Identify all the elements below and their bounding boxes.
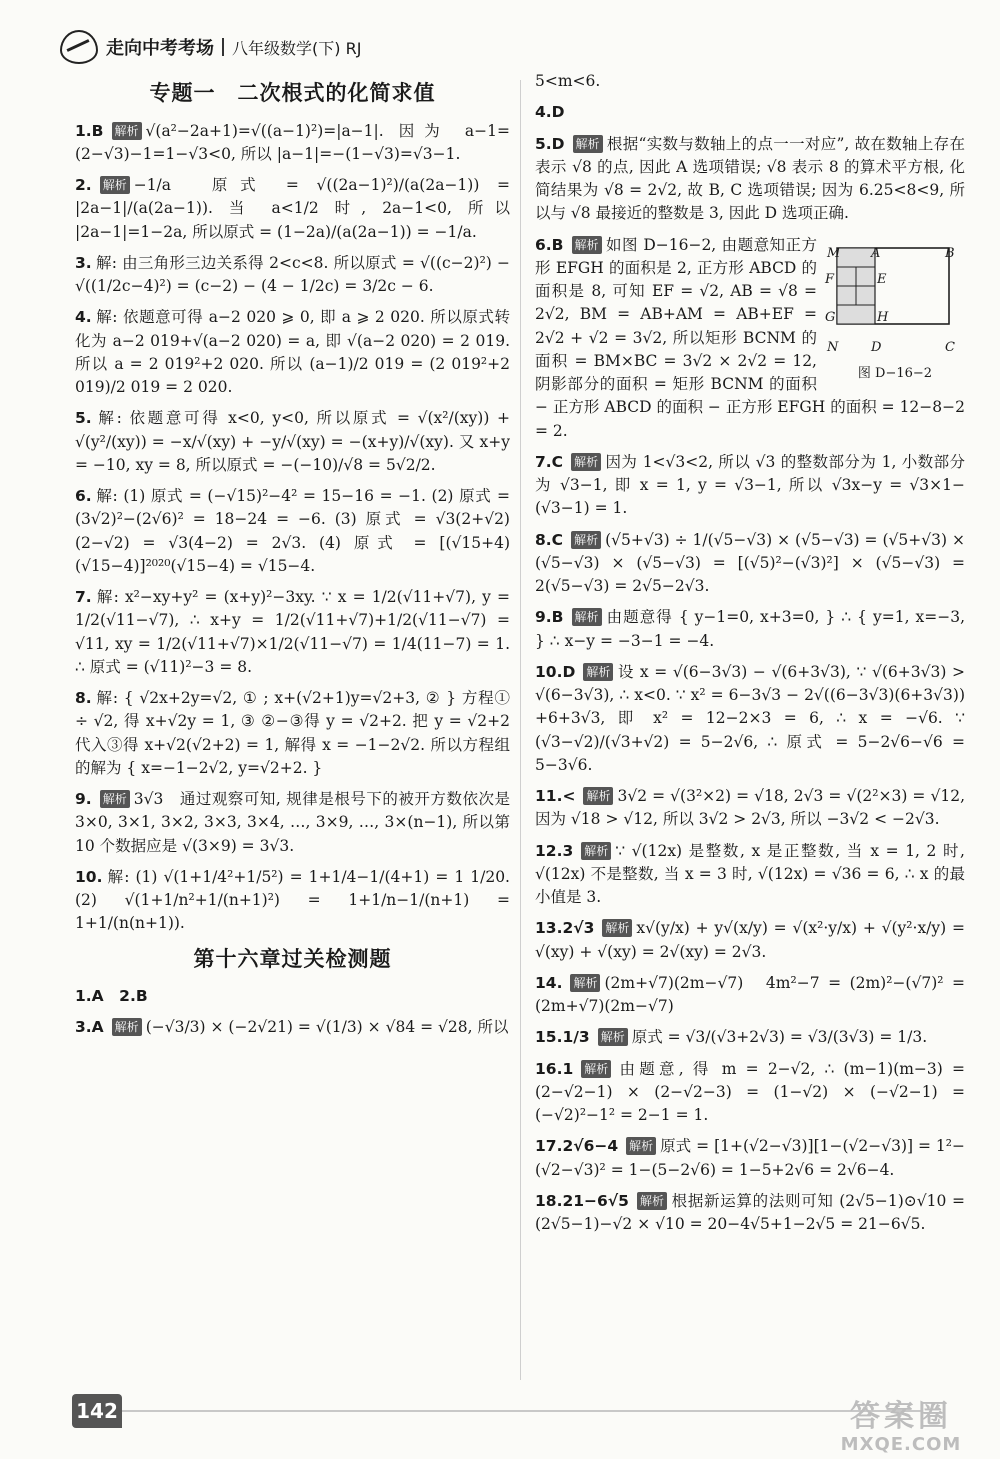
answer-text: √(a²−2a+1)=√((a−1)²)=|a−1|. 因为 a−1=(2−√3)−1=1−√3<0, 所以 |a−1|=−(1−√3)=√3−1. bbox=[75, 121, 510, 163]
figure-label: G bbox=[825, 309, 836, 325]
figure-label: D bbox=[871, 339, 882, 355]
analysis-tag: 解析 bbox=[572, 608, 602, 626]
question-number: 9.B bbox=[535, 608, 564, 627]
answer-item bbox=[535, 101, 965, 124]
answer-item bbox=[535, 840, 965, 910]
analysis-tag: 解析 bbox=[583, 787, 613, 805]
analysis-tag: 解析 bbox=[581, 842, 611, 860]
question-number: 7.C bbox=[535, 452, 564, 471]
answer-item bbox=[535, 785, 965, 832]
figure-label: H bbox=[877, 309, 889, 325]
analysis-tag: 解析 bbox=[581, 1060, 611, 1078]
answer-item bbox=[535, 606, 965, 653]
analysis-tag: 解析 bbox=[572, 236, 602, 254]
question-number: 9. bbox=[75, 790, 92, 808]
answer-text: 解: (1) √(1+1/4²+1/5²) = 1+1/4−1/(4+1) = 1 1/20. (2) √(1+1/n²+1/(n+1)²) = 1+1/n−1/(n+1) = 1+1/(n(n+1)). bbox=[75, 867, 510, 933]
column-divider bbox=[520, 80, 521, 1380]
figure-label: C bbox=[945, 339, 955, 355]
question-number: 10. bbox=[75, 867, 103, 886]
question-number: 3. bbox=[75, 253, 92, 272]
question-number: 17.2√6−4 bbox=[535, 1137, 619, 1156]
answer-text: 解: { √2x+2y=√2, ① ; x+(√2+1)y=√2+3, ② } 方程① ÷ √2, 得 x+√2y = 1, ③ ②−③得 y = √2+2. 把 y = √2+2 代入③得 x+√2(√2+2) = 1, 解得 x = −1−2√2. 所以方程组的解为 { x=−1−2√2, y=√2+2. } bbox=[75, 689, 510, 777]
answer-text: ∵ √(12x) 是整数, x 是正整数, 当 x = 1, 2 时, √(12x) 不是整数, 当 x = 3 时, √(12x) = √36 = 6, ∴ x 的最小值是 3. bbox=[535, 841, 965, 906]
answer-item bbox=[75, 252, 510, 299]
answer-text: 3√3 通过观察可知, 规律是根号下的被开方数依次是 3×0, 3×1, 3×2, 3×3, 3×4, …, 3×9, …, 3×(n−1), 所以第 10 个数据应是 √(3×9) = 3√3. bbox=[75, 790, 510, 855]
figure-label: F bbox=[825, 271, 835, 287]
footer-rule bbox=[122, 1410, 922, 1412]
answer-item bbox=[75, 788, 510, 858]
answer-item bbox=[535, 1135, 965, 1182]
figure-label: E bbox=[877, 271, 887, 287]
section-title: 专题一 二次根式的化简求值 bbox=[149, 81, 436, 105]
question-number: 4. bbox=[75, 308, 92, 327]
left-answer-list bbox=[75, 120, 510, 936]
watermark-bottom: MXQE.COM bbox=[840, 1434, 962, 1455]
brand-name: 走向中考考场 bbox=[106, 38, 214, 59]
analysis-tag: 解析 bbox=[626, 1137, 656, 1155]
question-number: 8. bbox=[75, 689, 92, 707]
book-title: 八年级数学(下) RJ bbox=[232, 38, 362, 58]
answer-text: (√5+√3) ÷ 1/(√5−√3) × (√5−√3) = (√5+√3) × (√5−√3) × (√5−√3) = [(√5)²−(√3)²] × (√5−√3) = 2(√5−√3) = 2√5−2√3. bbox=[535, 530, 965, 595]
answer-item bbox=[535, 917, 965, 964]
brand-logo-icon bbox=[60, 30, 98, 64]
question-number: 1.A 2.B bbox=[75, 987, 148, 1005]
right-column bbox=[535, 70, 965, 1244]
answer-item bbox=[535, 451, 965, 521]
answer-text: 解: 依题意可得 a−2 020 ⩾ 0, 即 a ⩾ 2 020. 所以原式转化为 a−2 019+√(a−2 020) = a, 即 √(a−2 020) = 2 019. 所以 a = 2 019²+2 020. 所以 (a−1)/2 019 = (2 019²+2 019)/2 019 = 2 020. bbox=[75, 308, 510, 396]
question-number: 5. bbox=[75, 409, 92, 428]
square-diagram bbox=[825, 234, 965, 364]
chapter-answer-list bbox=[75, 985, 510, 1040]
question-number: 18.21−6√5 bbox=[535, 1191, 629, 1210]
answer-text: 因为 1<√3<2, 所以 √3 的整数部分为 1, 小数部分为 √3−1, 即 x = 1, y = √3−1, 所以 √3x−y = √3×1−(√3−1) = 1. bbox=[535, 452, 965, 518]
answer-item bbox=[75, 407, 510, 477]
watermark-top: 答案圈 bbox=[850, 1399, 952, 1434]
analysis-tag: 解析 bbox=[637, 1192, 667, 1210]
question-number: 1.B bbox=[75, 121, 104, 140]
question-number: 2. bbox=[75, 176, 92, 194]
geometry-figure bbox=[825, 234, 965, 384]
answer-text: x√(y/x) + y√(x/y) = √(x²·y/x) + √(y²·x/y) = √(xy) + √(xy) = 2√(xy) = 2√3. bbox=[535, 919, 965, 961]
answer-item bbox=[535, 234, 965, 443]
answer-text: 解: 依题意可得 x<0, y<0, 所以原式 = √(x²/(xy)) + √(y²/(xy)) = −x/√(xy) + −y/√(xy) = −(x+y)/√(xy). 又 x+y = −10, xy = 8, 所以原式 = −(−10)/√8 = 5√2/2. bbox=[75, 409, 510, 474]
answer-text: 5<m<6. bbox=[535, 72, 601, 90]
question-number: 11.< bbox=[535, 787, 576, 805]
analysis-tag: 解析 bbox=[100, 790, 130, 808]
question-number: 6.B bbox=[535, 235, 564, 254]
question-number: 7. bbox=[75, 588, 92, 606]
answer-item bbox=[75, 586, 510, 679]
answer-item bbox=[535, 529, 965, 599]
answer-item bbox=[75, 1016, 510, 1039]
answer-item bbox=[535, 661, 965, 777]
answer-text: 解: x²−xy+y² = (x+y)²−3xy. ∵ x = 1/2(√11+√7), y = 1/2(√11−√7), ∴ x+y = 1/2(√11+√7)+1/2(√11−√7) = √11, xy = 1/2(√11+√7)×1/2(√11−√7) = 1/4(11−7) = 1. ∴ 原式 = (√11)²−3 = 8. bbox=[75, 588, 510, 676]
answer-item bbox=[75, 687, 510, 780]
answer-item bbox=[75, 866, 510, 936]
question-number: 16.1 bbox=[535, 1059, 574, 1078]
answer-item bbox=[535, 1058, 965, 1128]
answer-item bbox=[535, 70, 965, 93]
answer-text: 由题意, 得 m = 2−√2, ∴ (m−1)(m−3) = (2−√2−1) × (2−√2−3) = (1−√2) × (−√2−1) = (−√2)²−1² = 2−1 = 1. bbox=[535, 1059, 965, 1124]
answer-text: 由题意得 { y−1=0, x+3=0, } ∴ { y=1, x=−3, } ∴ x−y = −3−1 = −4. bbox=[535, 608, 965, 650]
question-number: 13.2√3 bbox=[535, 919, 595, 938]
answer-text: 解: (1) 原式 = (−√15)²−4² = 15−16 = −1. (2) 原式 = (3√2)²−(2√6)² = 18−24 = −6. (3) 原式 = √3(2+√2)(2−√2) = √3(4−2) = 2√3. (4) 原式 = [(√15+4)(√15−4)]²⁰²⁰(√15−4) = √15−4. bbox=[75, 487, 510, 575]
watermark bbox=[806, 1400, 996, 1456]
answer-text: 根据新运算的法则可知 (2√5−1)⊙√10 = (2√5−1)−√2 × √10 = 20−4√5+1−2√5 = 21−6√5. bbox=[535, 1191, 965, 1233]
header-separator bbox=[222, 38, 224, 56]
answer-text: (−√3/3) × (−2√21) = √(1/3) × √84 = √28, 所以 bbox=[145, 1018, 509, 1037]
right-answer-list bbox=[535, 70, 965, 1236]
question-number: 6. bbox=[75, 487, 92, 505]
question-number: 14. bbox=[535, 973, 563, 992]
figure-label: B bbox=[945, 245, 955, 261]
analysis-tag: 解析 bbox=[573, 135, 603, 153]
question-number: 12.3 bbox=[535, 841, 574, 860]
answer-text: (2m+√7)(2m−√7) 4m²−7 = (2m)²−(√7)² = (2m+√7)(2m−√7) bbox=[535, 973, 965, 1015]
analysis-tag: 解析 bbox=[598, 1028, 628, 1046]
answer-item bbox=[75, 306, 510, 399]
answer-text: −1/a 原式 = √((2a−1)²)/(a(2a−1)) = |2a−1|/(a(2a−1)). 当 a<1/2 时, 2a−1<0, 所以 |2a−1|=1−2a, 所以原式 = (1−2a)/(a(2a−1)) = −1/a. bbox=[75, 176, 510, 241]
analysis-tag: 解析 bbox=[112, 1018, 142, 1036]
answer-item bbox=[75, 120, 510, 167]
answer-text: 3√2 = √(3²×2) = √18, 2√3 = √(2²×3) = √12, 因为 √18 > √12, 所以 3√2 > 2√3, 所以 −3√2 < −2√3. bbox=[535, 787, 965, 829]
analysis-tag: 解析 bbox=[571, 453, 601, 471]
answer-text: 原式 = [1+(√2−√3)][1−(√2−√3)] = 1²−(√2−√3)² = 1−(5−2√6) = 1−5+2√6 = 2√6−4. bbox=[535, 1137, 965, 1179]
page-number: 142 bbox=[72, 1394, 122, 1428]
answer-item bbox=[535, 972, 965, 1019]
answer-item bbox=[75, 485, 510, 578]
analysis-tag: 解析 bbox=[602, 919, 632, 937]
figure-caption: 图 D−16−2 bbox=[857, 365, 933, 381]
analysis-tag: 解析 bbox=[112, 122, 142, 140]
answer-item bbox=[75, 174, 510, 244]
answer-text: 设 x = √(6−3√3) − √(6+3√3), ∵ √(6+3√3) > √(6−3√3), ∴ x<0. ∵ x² = 6−3√3 − 2√((6−3√3)(6+3√3)) +6+3√3, 即 x² = 12−2×3 = 6, ∴ x = −√6. ∵ (√3−√2)/(√3+√2) = 5−2√6, ∴ 原式 = 5−2√6−√6 = 5−3√6. bbox=[535, 662, 965, 774]
figure-label: M bbox=[827, 245, 841, 261]
question-number: 4.D bbox=[535, 103, 565, 122]
page-header bbox=[60, 30, 390, 64]
left-column bbox=[75, 70, 510, 1048]
question-number: 8.C bbox=[535, 530, 564, 549]
answer-item bbox=[75, 985, 510, 1008]
answer-text: 原式 = √3/(√3+2√3) = √3/(3√3) = 1/3. bbox=[631, 1028, 928, 1047]
analysis-tag: 解析 bbox=[570, 974, 600, 992]
figure-label: A bbox=[871, 245, 881, 261]
answer-item bbox=[535, 133, 965, 226]
answer-item bbox=[535, 1190, 965, 1237]
answer-text: 如图 D−16−2, 由题意知正方形 EFGH 的面积是 2, 正方形 ABCD 的面积是 8, 可知 EF = √2, AB = √8 = 2√2, BM = AB+AM = AB+EF = 2√2 + √2 = 3√2, 所以矩形 BCNM 的面积 = BM×BC = 3√2 × 2√2 = 12, 阴影部分的面积 = 矩形 BCNM 的面积 − 正方形 ABCD 的面积 − 正方形 EFGH 的面积 = 12−8−2 = 2. bbox=[535, 235, 965, 440]
chapter-test-title: 第十六章过关检测题 bbox=[193, 946, 392, 971]
question-number: 10.D bbox=[535, 662, 576, 681]
analysis-tag: 解析 bbox=[100, 176, 130, 194]
question-number: 5.D bbox=[535, 134, 565, 153]
question-number: 3.A bbox=[75, 1018, 104, 1037]
answer-text: 解: 由三角形三边关系得 2<c<8. 所以原式 = √((c−2)²) − √((1/2c−4)²) = (c−2) − (4 − 1/2c) = 3/2c − 6. bbox=[75, 253, 510, 295]
analysis-tag: 解析 bbox=[583, 663, 613, 681]
analysis-tag: 解析 bbox=[571, 531, 601, 549]
answer-item bbox=[535, 1026, 965, 1049]
question-number: 15.1/3 bbox=[535, 1028, 590, 1047]
figure-label: N bbox=[827, 339, 839, 355]
answer-text: 根据“实数与数轴上的点一一对应”, 故在数轴上存在表示 √8 的点, 因此 A 选项错误; √8 表示 8 的算术平方根, 化简结果为 √8 = 2√2, 故 B, C 选项错误; 因为 6.25<8<9, 所以与 √8 最接近的整数是 3, 因此 D 选项正确. bbox=[535, 134, 965, 223]
